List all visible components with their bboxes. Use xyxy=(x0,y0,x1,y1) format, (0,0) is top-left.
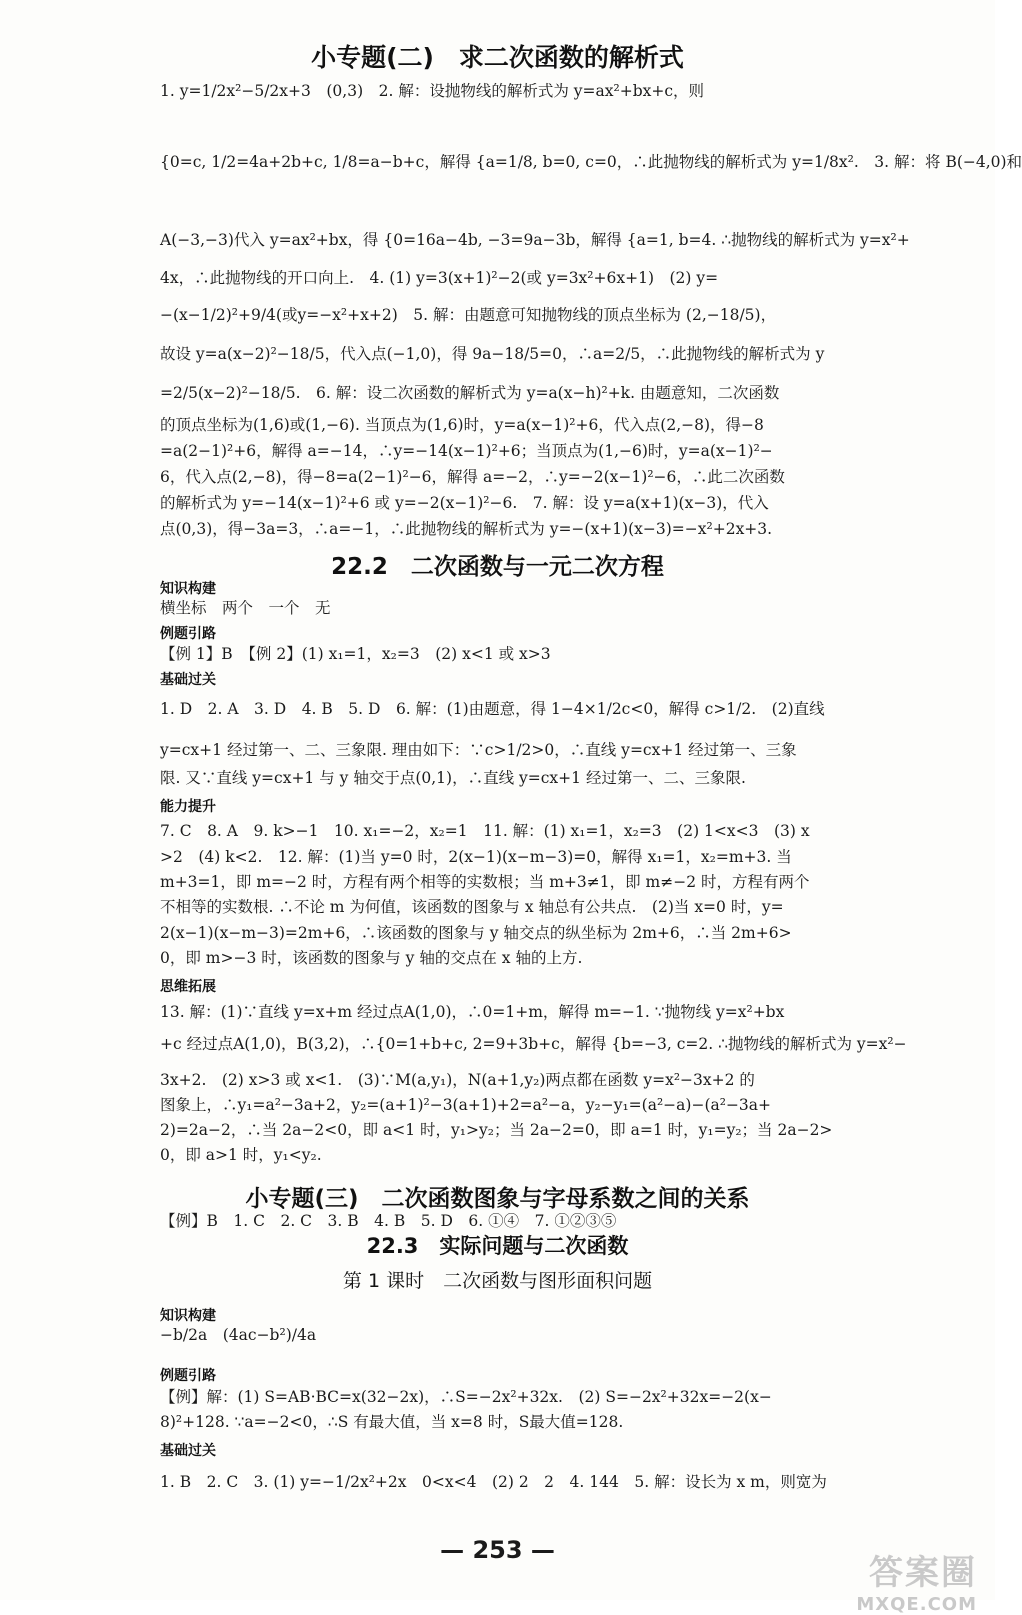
heading-basic: 基础过关 xyxy=(160,672,216,688)
watermark-text: 答案圈 xyxy=(869,1553,977,1593)
text-line: 点(0,3)，得−3a=3，∴a=−1，∴此抛物线的解析式为 y=−(x+1)(x−3)=−x²+2x+3. xyxy=(160,520,773,538)
heading-knowledge: 知识构建 xyxy=(160,581,216,597)
text-line: 2(x−1)(x−m−3)=2m+6，∴该函数的图象与 y 轴交点的纵坐标为 2m+6，∴当 2m+6> xyxy=(160,924,792,942)
text-line: 1. B 2. C 3. (1) y=−1/2x²+2x 0<x<4 (2) 2 2 4. 144 5. 解：设长为 x m，则宽为 xyxy=(160,1473,827,1491)
heading-basic: 基础过关 xyxy=(160,1443,216,1459)
text-line: {0=c, 1/2=4a+2b+c, 1/8=a−b+c，解得 {a=1/8, b=0, c=0，∴此抛物线的解析式为 y=1/8x². 3. 解：将 B(−4,0)和 xyxy=(160,153,1022,171)
text-line: 3x+2. (2) x>3 或 x<1. (3)∵M(a,y₁)，N(a+1,y₂)两点都在函数 y=x²−3x+2 的 xyxy=(160,1071,755,1089)
text-line: 【例】B 1. C 2. C 3. B 4. B 5. D 6. ①④ 7. ①②③⑤ xyxy=(160,1212,617,1230)
text-line: 不相等的实数根. ∴不论 m 为何值，该函数的图象与 x 轴总有公共点. (2)当 x=0 时，y= xyxy=(160,898,784,916)
text-line: m+3=1，即 m=−2 时，方程有两个相等的实数根；当 m+3≠1，即 m≠−2 时，方程有两个 xyxy=(160,873,810,891)
heading-thinking: 思维拓展 xyxy=(160,979,216,995)
text-line: −(x−1/2)²+9/4(或y=−x²+x+2) 5. 解：由题意可知抛物线的顶点坐标为 (2,−18/5)， xyxy=(160,306,777,324)
text-line: 故设 y=a(x−2)²−18/5，代入点(−1,0)，得 9a−18/5=0，∴a=2/5，∴此抛物线的解析式为 y xyxy=(160,345,825,363)
text-line: 0，即 a>1 时，y₁<y₂. xyxy=(160,1146,322,1164)
text-line: 7. C 8. A 9. k>−1 10. x₁=−2，x₂=1 11. 解：(1) x₁=1，x₂=3 (2) 1<x<3 (3) x xyxy=(160,822,810,840)
section-title-22-2: 22.2 二次函数与一元二次方程 xyxy=(331,554,664,580)
watermark-logo xyxy=(856,1545,977,1615)
text-line: A(−3,−3)代入 y=ax²+bx，得 {0=16a−4b, −3=9a−3b，解得 {a=1, b=4. ∴抛物线的解析式为 y=x²+ xyxy=(160,231,910,249)
text-line: +c 经过点A(1,0)，B(3,2)，∴{0=1+b+c, 2=9+3b+c，解得 {b=−3, c=2. ∴抛物线的解析式为 y=x²− xyxy=(160,1035,907,1053)
section-title-topic-3: 小专题(三) 二次函数图象与字母系数之间的关系 xyxy=(245,1186,750,1212)
text-line: −b/2a (4ac−b²)/4a xyxy=(160,1326,317,1344)
page-number: — 253 — xyxy=(440,1536,555,1564)
text-line: >2 (4) k<2. 12. 解：(1)当 y=0 时，2(x−1)(x−m−3)=0，解得 x₁=1，x₂=m+3. 当 xyxy=(160,848,792,866)
text-line: 1. D 2. A 3. D 4. B 5. D 6. 解：(1)由题意，得 1−4×1/2c<0，解得 c>1/2. (2)直线 xyxy=(160,700,825,718)
text-line: 2)=2a−2，∴当 2a−2<0，即 a<1 时，y₁>y₂；当 2a−2=0，即 a=1 时，y₁=y₂；当 2a−2> xyxy=(160,1121,833,1139)
text-line: y=cx+1 经过第一、二、三象限. 理由如下：∵c>1/2>0，∴直线 y=cx+1 经过第一、三象 xyxy=(160,741,797,759)
text-line: 4x，∴此抛物线的开口向上. 4. (1) y=3(x+1)²−2(或 y=3x²+6x+1) (2) y= xyxy=(160,269,719,287)
text-line: =a(2−1)²+6，解得 a=−14，∴y=−14(x−1)²+6；当顶点为(1,−6)时，y=a(x−1)²− xyxy=(160,442,773,460)
heading-ability: 能力提升 xyxy=(160,799,216,815)
heading-examples: 例题引路 xyxy=(160,626,216,642)
text-line: 【例】解：(1) S=AB·BC=x(32−2x)，∴S=−2x²+32x. (2) S=−2x²+32x=−2(x− xyxy=(160,1388,772,1406)
text-line: 图象上，∴y₁=a²−3a+2，y₂=(a+1)²−3(a+1)+2=a²−a，y₂−y₁=(a²−a)−(a²−3a+ xyxy=(160,1096,772,1114)
text-line: 限. 又∵直线 y=cx+1 与 y 轴交于点(0,1)，∴直线 y=cx+1 经过第一、二、三象限. xyxy=(160,769,746,787)
text-line: 【例 1】B 【例 2】(1) x₁=1，x₂=3 (2) x<1 或 x>3 xyxy=(160,645,551,663)
text-line: 的顶点坐标为(1,6)或(1,−6). 当顶点为(1,6)时，y=a(x−1)²+6，代入点(2,−8)，得−8 xyxy=(160,416,764,434)
watermark-url: MXQE.COM xyxy=(856,1594,977,1615)
text-line: 6，代入点(2,−8)，得−8=a(2−1)²−6，解得 a=−2，∴y=−2(x−1)²−6，∴此二次函数 xyxy=(160,468,785,486)
section-title-topic-2: 小专题(二) 求二次函数的解析式 xyxy=(311,43,684,72)
text-line: 0，即 m>−3 时，该函数的图象与 y 轴的交点在 x 轴的上方. xyxy=(160,949,583,967)
heading-knowledge: 知识构建 xyxy=(160,1308,216,1324)
heading-examples: 例题引路 xyxy=(160,1368,216,1384)
text-line: =2/5(x−2)²−18/5. 6. 解：设二次函数的解析式为 y=a(x−h)²+k. 由题意知，二次函数 xyxy=(160,384,780,402)
text-line: 8)²+128. ∵a=−2<0，∴S 有最大值，当 x=8 时，S最大值=128. xyxy=(160,1413,624,1431)
text-line: 13. 解：(1)∵直线 y=x+m 经过点A(1,0)，∴0=1+m，解得 m=−1. ∵抛物线 y=x²+bx xyxy=(160,1003,785,1021)
text-line: 横坐标 两个 一个 无 xyxy=(160,599,331,617)
section-title-22-3: 22.3 实际问题与二次函数 xyxy=(366,1234,629,1258)
text-line: 的解析式为 y=−14(x−1)²+6 或 y=−2(x−1)²−6. 7. 解：设 y=a(x+1)(x−3)，代入 xyxy=(160,494,769,512)
text-line: 1. y=1/2x²−5/2x+3 (0,3) 2. 解：设抛物线的解析式为 y=ax²+bx+c，则 xyxy=(160,82,705,100)
lesson-title: 第 1 课时 二次函数与图形面积问题 xyxy=(342,1270,653,1292)
